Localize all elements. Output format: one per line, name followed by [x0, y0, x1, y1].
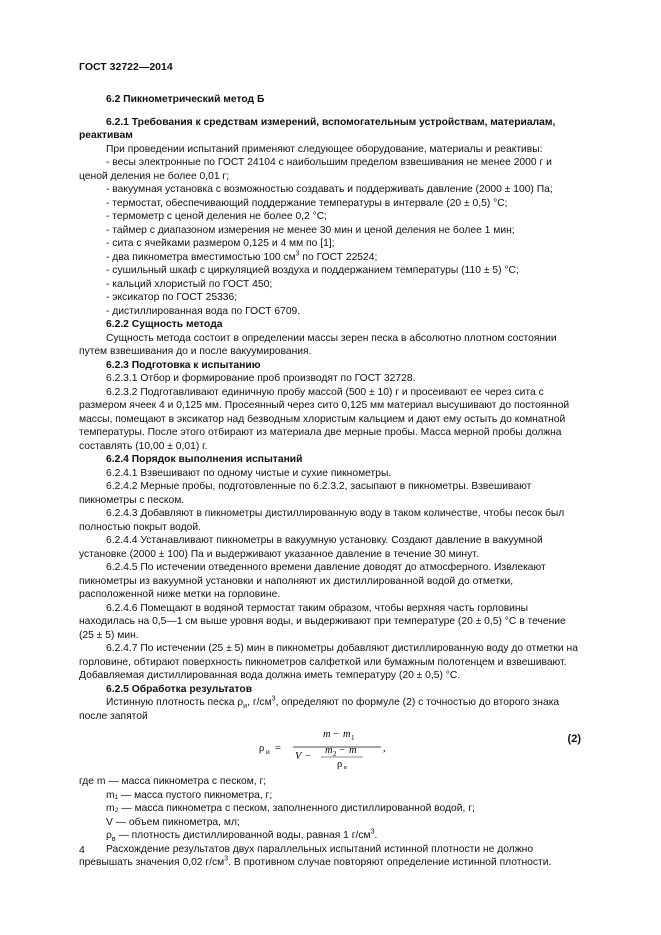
where-rho	[79, 829, 581, 843]
page-number: 4	[79, 844, 85, 856]
paragraph-6-2-4-5: 6.2.4.5 По истечении отведенного времени давление доводят до атмосферного. Извлекают пикнометры из вакуумной установки и наполняют их дистиллированной водой до отметки, расположенной ниже метки на горловине.	[79, 562, 546, 600]
final-text-a: Расхождение результатов двух параллельных испытаний истинной плотности не должно превышать значения 0,02 г/см	[79, 843, 534, 868]
svg-text:ρ: ρ	[259, 743, 265, 754]
section-6-2-1-title: 6.2.1 Требования к средствам измерений, вспомогательным устройствам, материалам, реактивам	[79, 116, 556, 141]
svg-text:,: ,	[383, 743, 386, 754]
svg-text:ρ: ρ	[337, 759, 343, 770]
superscript: 3	[295, 250, 300, 258]
paragraph-6-2-3-2: 6.2.3.2 Подготавливают единичную пробу массой (500 ± 10) г и просеивают ее через сита с размером ячеек 4 и 0,125 мм. Просеянный через сито 0,125 мм материал высушивают до постоянной массы, помещают в эксикатор над безводным хлористым кальцием и дают ему остыть до комнатной температуры. После этого отбирают из материала две мерные пробы. Масса мерной пробы должна составлять (10,00 ± 0,01) г.	[79, 386, 570, 452]
where-m2: m₂ — масса пикнометра с песком, заполненного дистиллированной водой, г;	[106, 803, 475, 814]
svg-text:1: 1	[351, 734, 355, 742]
list-item	[79, 251, 581, 265]
list-item: - весы электронные по ГОСТ 24104 с наибольшим пределом взвешивания не менее 2000 г и ценой деления не более 0,01 г;	[79, 157, 552, 182]
list-item: - дистиллированная вода по ГОСТ 6709.	[106, 305, 301, 317]
svg-text:=: =	[275, 743, 281, 754]
final-paragraph	[79, 843, 581, 870]
list-item: - таймер с диапазоном измерения не менее 30 мин и ценой деления не более 1 мин;	[106, 224, 515, 236]
list-item: - кальций хлористый по ГОСТ 450;	[106, 278, 273, 290]
section-6-2-1-intro: При проведении испытаний применяют следующее оборудование, материалы и реактивы:	[106, 143, 543, 155]
list-item: - сита с ячейками размером 0,125 и 4 мм по [1];	[106, 238, 335, 249]
superscript: 3	[271, 695, 276, 703]
section-6-2-5-title: 6.2.5 Обработка результатов	[106, 683, 253, 695]
rho-text: — плотность дистиллированной воды, равная 1 г/см	[115, 830, 371, 841]
intro-text-b: , г/см	[247, 697, 272, 708]
subscript: и	[243, 703, 248, 711]
final-text-b: . В противном случае повторяют определение истинной плотности.	[228, 857, 552, 868]
svg-text:в: в	[344, 765, 347, 771]
where-m1: m₁ — масса пустого пикнометра, г;	[106, 789, 273, 801]
list-item: - сушильный шкаф с циркуляцией воздуха и поддержанием температуры (110 ± 5) °С;	[106, 265, 519, 276]
intro-text-c: , определяют по формуле (2) с точностью до второго знака после запятой	[79, 697, 560, 722]
superscript: 3	[370, 828, 375, 836]
pycnometer-item-text-end: по ГОСТ 22524;	[299, 251, 378, 263]
intro-text-a: Истинную плотность песка ρ	[106, 697, 244, 708]
svg-text:m: m	[325, 745, 333, 756]
svg-text:m: m	[349, 745, 357, 756]
svg-text:и: и	[266, 748, 270, 756]
section-6-2-title: 6.2 Пикнометрический метод Б	[106, 94, 265, 105]
page-content	[79, 93, 581, 870]
section-6-2-4-title: 6.2.4 Порядок выполнения испытаний	[106, 454, 303, 465]
superscript: 3	[224, 855, 229, 863]
rho-symbol: ρ	[106, 830, 112, 841]
rho-text-end: .	[374, 830, 378, 841]
where-v: V — объем пикнометра, мл;	[106, 816, 240, 828]
paragraph-6-2-4-1: 6.2.4.1 Взвешивают по одному чистые и сухие пикнометры.	[106, 467, 392, 479]
pycnometer-item-text: - два пикнометра вместимостью 100 см	[106, 251, 296, 263]
svg-text:2: 2	[333, 750, 337, 758]
list-item: - эксикатор по ГОСТ 25336;	[106, 292, 238, 303]
list-item: - вакуумная установка с возможностью создавать и поддерживать давление (2000 ± 100) Па;	[106, 184, 553, 195]
paragraph-6-2-4-7: 6.2.4.7 По истечении (25 ± 5) мин в пикнометры добавляют дистиллированную воду до отметки на горловине, обтирают поверхность пикнометров салфеткой или бумажным полотенцем и взвешивают. Добавляемая дистиллированная вода должна иметь температуру (20 ± 0,5) °С.	[79, 643, 578, 681]
where-m: где m — масса пикнометра с песком, г;	[79, 776, 267, 787]
formula-2	[79, 725, 581, 771]
formula-number: (2)	[567, 733, 581, 745]
section-6-2-2-text: Сущность метода состоит в определении массы зерен песка в абсолютно плотном состоянии путем взвешивания до и после вакуумирования.	[79, 332, 557, 357]
section-6-2-2-title: 6.2.2 Сущность метода	[106, 319, 223, 330]
section-6-2-3-title: 6.2.3 Подготовка к испытанию	[106, 359, 261, 371]
paragraph-6-2-5-intro	[79, 696, 581, 723]
svg-text:V: V	[295, 751, 302, 762]
svg-text:m: m	[323, 729, 331, 740]
paragraph-6-2-4-4: 6.2.4.4 Устанавливают пикнометры в вакуумную установку. Создают давление в вакуумной установке (2000 ± 100) Па и выдерживают указанное давление в течение 30 минут.	[79, 535, 543, 560]
paragraph-6-2-4-3: 6.2.4.3 Добавляют в пикнометры дистиллированную воду в таком количестве, чтобы песок был полностью покрыт водой.	[79, 508, 565, 533]
document-header: ГОСТ 32722—2014	[79, 61, 173, 73]
subscript: в	[111, 836, 116, 844]
svg-text:−: −	[305, 751, 311, 762]
svg-text:−: −	[333, 729, 339, 740]
list-item: - термостат, обеспечивающий поддержание температуры в интервале (20 ± 0,5) °С;	[106, 197, 508, 209]
paragraph-6-2-3-1: 6.2.3.1 Отбор и формирование проб производят по ГОСТ 32728.	[106, 373, 416, 384]
formula-graphic	[259, 725, 519, 771]
paragraph-6-2-4-6: 6.2.4.6 Помещают в водяной термостат таким образом, чтобы верхняя часть горловины находилась на 0,5—1 см выше уровня воды, и выдерживают при температуре (20 ± 0,5) °С в течение (25 ± 5) мин.	[79, 602, 566, 641]
svg-text:−: −	[339, 745, 345, 756]
paragraph-6-2-4-2: 6.2.4.2 Мерные пробы, подготовленные по 6.2.3.2, засыпают в пикнометры. Взвешивают пикнометры с песком.	[79, 481, 532, 506]
list-item: - термометр с ценой деления не более 0,2 °С;	[106, 211, 328, 222]
svg-text:m: m	[343, 729, 351, 740]
